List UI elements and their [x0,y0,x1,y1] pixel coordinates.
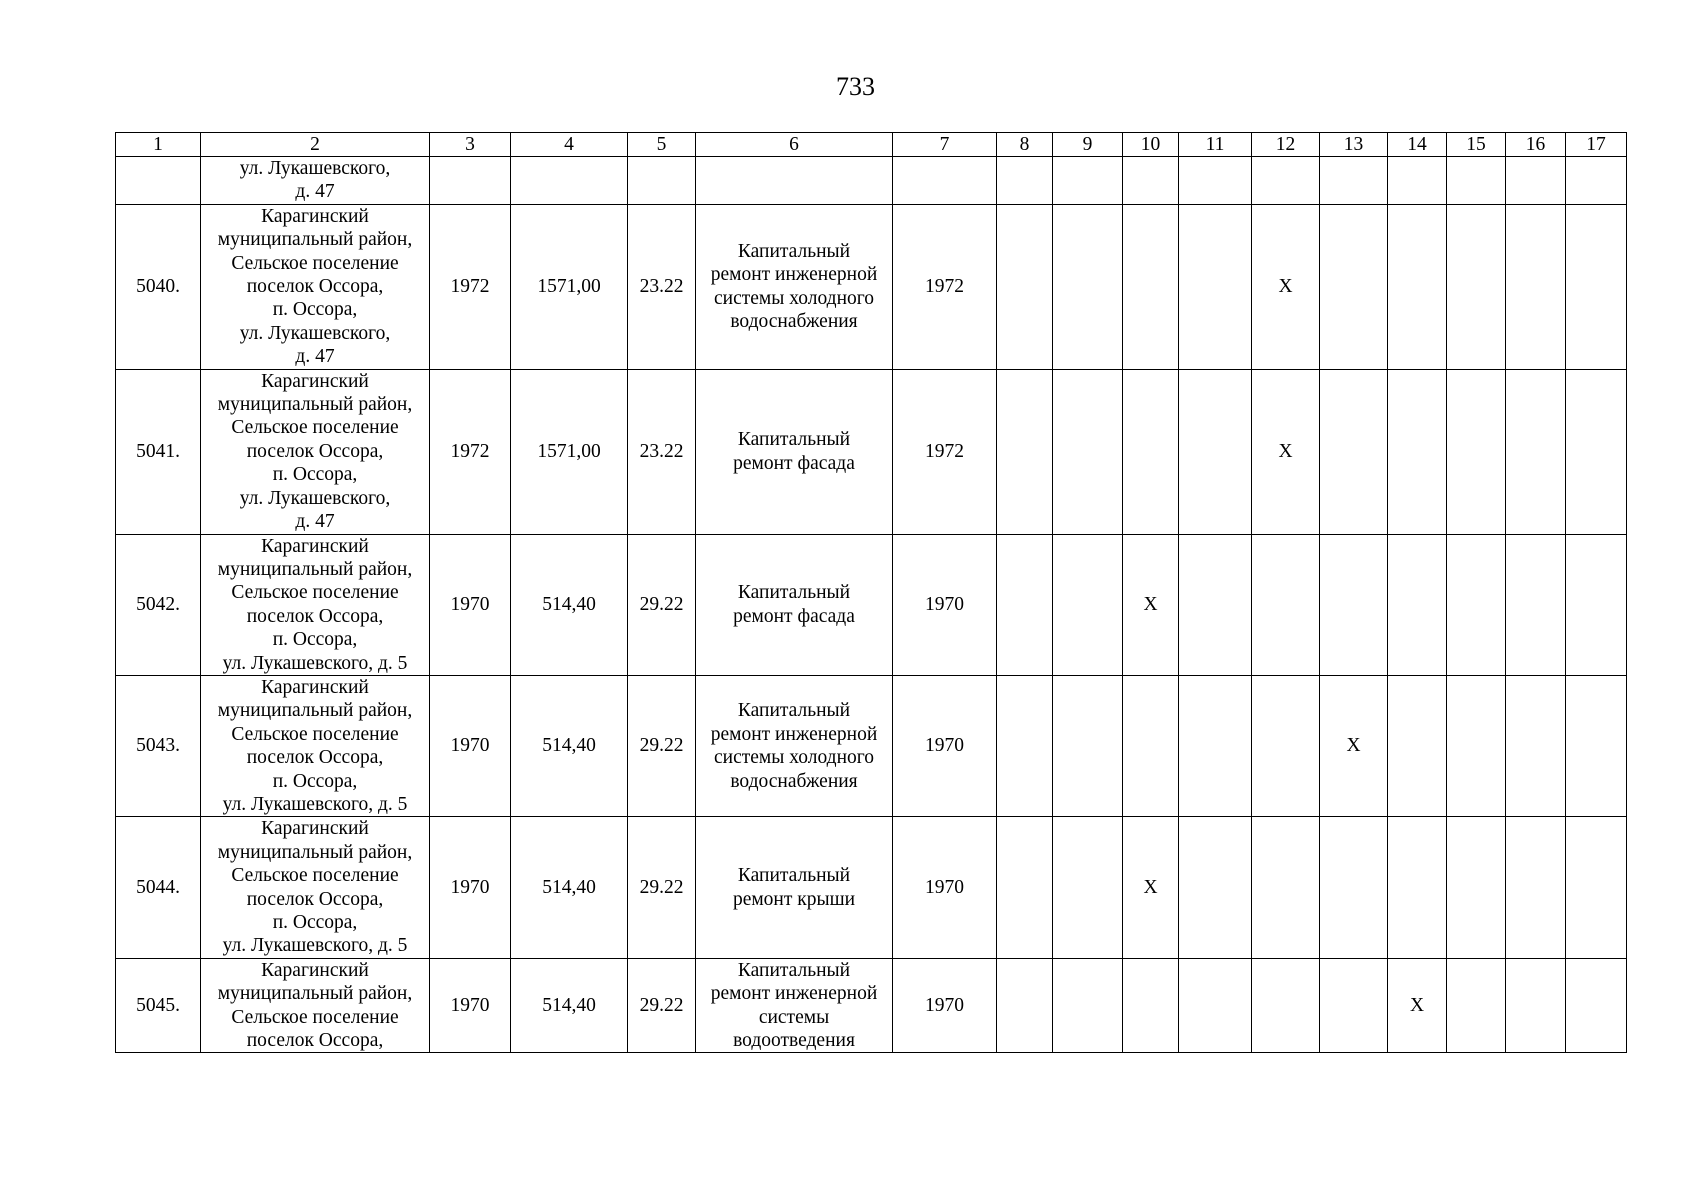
cell-empty [1566,534,1627,675]
cell-mark: X [1123,534,1179,675]
cell-year-2: 1970 [893,958,997,1053]
cell-empty [997,534,1053,675]
column-header: 8 [997,133,1053,157]
cell-empty [997,369,1053,534]
cell-empty [1506,204,1566,369]
cell-year: 1972 [430,369,511,534]
column-header: 1 [116,133,201,157]
cell-empty [1053,534,1123,675]
column-header: 10 [1123,133,1179,157]
cell-mark: X [1252,204,1320,369]
cell-address: Карагинский муниципальный район, Сельское поселение поселок Оссора, [201,958,430,1053]
cell-empty [1506,534,1566,675]
cell-empty [1179,675,1252,816]
cell-empty [1388,675,1447,816]
column-header: 6 [696,133,893,157]
cell-mark: X [1123,817,1179,958]
column-header: 2 [201,133,430,157]
cell-area: 514,40 [511,534,628,675]
cell-empty [1320,817,1388,958]
cell-empty [1506,958,1566,1053]
cell-address: ул. Лукашевского, д. 47 [201,157,430,205]
cell-num: 5041. [116,369,201,534]
cell-work-type: Капитальный ремонт фасада [696,369,893,534]
cell-empty [1320,534,1388,675]
cell-indicator: 29.22 [628,817,696,958]
cell-empty [1566,958,1627,1053]
cell-empty [1506,675,1566,816]
cell-num: 5040. [116,204,201,369]
table-header [116,133,1627,157]
cell-empty [1566,675,1627,816]
capital-repair-register-table [115,132,1627,1053]
table-row [116,534,1627,675]
cell-empty [1053,817,1123,958]
cell-num: 5044. [116,817,201,958]
cell-empty [1447,534,1506,675]
cell-empty [1506,369,1566,534]
column-header: 14 [1388,133,1447,157]
table-row [116,204,1627,369]
cell-empty [1320,958,1388,1053]
cell-year-2: 1970 [893,534,997,675]
cell-empty [1179,534,1252,675]
cell-address: Карагинский муниципальный район, Сельское поселение поселок Оссора, п. Оссора, ул. Лукашевского, д. 5 [201,675,430,816]
cell-work-type: Капитальный ремонт фасада [696,534,893,675]
column-header: 12 [1252,133,1320,157]
cell-empty [1566,817,1627,958]
cell-year-2: 1972 [893,369,997,534]
cell-address: Карагинский муниципальный район, Сельское поселение поселок Оссора, п. Оссора, ул. Лукашевского, д. 47 [201,204,430,369]
cell-year: 1970 [430,817,511,958]
cell-num: 5042. [116,534,201,675]
cell-empty [1506,817,1566,958]
cell-empty [1566,204,1627,369]
cell-empty [1388,534,1447,675]
cell-empty [1053,204,1123,369]
cell-empty [1388,817,1447,958]
cell-indicator: 29.22 [628,675,696,816]
cell-empty [1179,204,1252,369]
cell-year-2: 1970 [893,817,997,958]
cell-year: 1970 [430,675,511,816]
column-header: 17 [1566,133,1627,157]
page-number: 733 [836,72,875,101]
cell-empty [1447,204,1506,369]
cell-work-type: Капитальный ремонт инженерной системы холодного водоснабжения [696,675,893,816]
cell-year: 1970 [430,534,511,675]
cell-address: Карагинский муниципальный район, Сельское поселение поселок Оссора, п. Оссора, ул. Лукашевского, д. 5 [201,817,430,958]
cell-empty [1320,204,1388,369]
cell-empty [1123,369,1179,534]
cell-indicator: 23.22 [628,369,696,534]
cell-empty [1179,369,1252,534]
cell-empty [1252,958,1320,1053]
cell-empty [1053,369,1123,534]
cell-empty [1252,534,1320,675]
cell-area: 514,40 [511,958,628,1053]
cell-num: 5043. [116,675,201,816]
column-header: 16 [1506,133,1566,157]
cell-mark: X [1320,675,1388,816]
cell-empty [1123,675,1179,816]
cell-empty [1179,817,1252,958]
cell-empty [1252,675,1320,816]
cell-indicator: 23.22 [628,204,696,369]
cell-empty [1252,817,1320,958]
cell-mark: X [1252,369,1320,534]
column-header: 5 [628,133,696,157]
column-header: 3 [430,133,511,157]
cell-empty [1123,204,1179,369]
cell-indicator: 29.22 [628,958,696,1053]
cell-empty [1447,958,1506,1053]
cell-empty [997,817,1053,958]
table-row [116,369,1627,534]
cell-year-2: 1970 [893,675,997,816]
cell-empty [1566,369,1627,534]
cell-address: Карагинский муниципальный район, Сельское поселение поселок Оссора, п. Оссора, ул. Лукашевского, д. 5 [201,534,430,675]
cell-empty [1053,958,1123,1053]
cell-mark: X [1388,958,1447,1053]
cell-empty [1123,958,1179,1053]
cell-area: 1571,00 [511,369,628,534]
cell-work-type: Капитальный ремонт инженерной системы водоотведения [696,958,893,1053]
column-header: 13 [1320,133,1388,157]
cell-empty [997,958,1053,1053]
cell-area: 514,40 [511,817,628,958]
cell-work-type: Капитальный ремонт крыши [696,817,893,958]
column-header: 15 [1447,133,1506,157]
cell-year-2: 1972 [893,204,997,369]
cell-empty [1447,369,1506,534]
cell-address: Карагинский муниципальный район, Сельское поселение поселок Оссора, п. Оссора, ул. Лукашевского, д. 47 [201,369,430,534]
table-row [116,675,1627,816]
column-header: 7 [893,133,997,157]
column-header: 11 [1179,133,1252,157]
cell-empty [1320,369,1388,534]
cell-area: 514,40 [511,675,628,816]
cell-num [116,157,201,205]
cell-year: 1972 [430,204,511,369]
continuation-row [116,157,1627,205]
cell-empty [1447,817,1506,958]
cell-empty [1053,675,1123,816]
column-header: 9 [1053,133,1123,157]
table-row [116,958,1627,1053]
cell-empty [1179,958,1252,1053]
cell-empty [997,675,1053,816]
cell-area: 1571,00 [511,204,628,369]
column-header: 4 [511,133,628,157]
cell-work-type: Капитальный ремонт инженерной системы холодного водоснабжения [696,204,893,369]
cell-indicator: 29.22 [628,534,696,675]
cell-empty [1388,204,1447,369]
cell-empty [1447,675,1506,816]
cell-empty [1388,369,1447,534]
cell-num: 5045. [116,958,201,1053]
cell-year: 1970 [430,958,511,1053]
table-body [116,157,1627,1053]
table-row [116,817,1627,958]
cell-empty [997,204,1053,369]
